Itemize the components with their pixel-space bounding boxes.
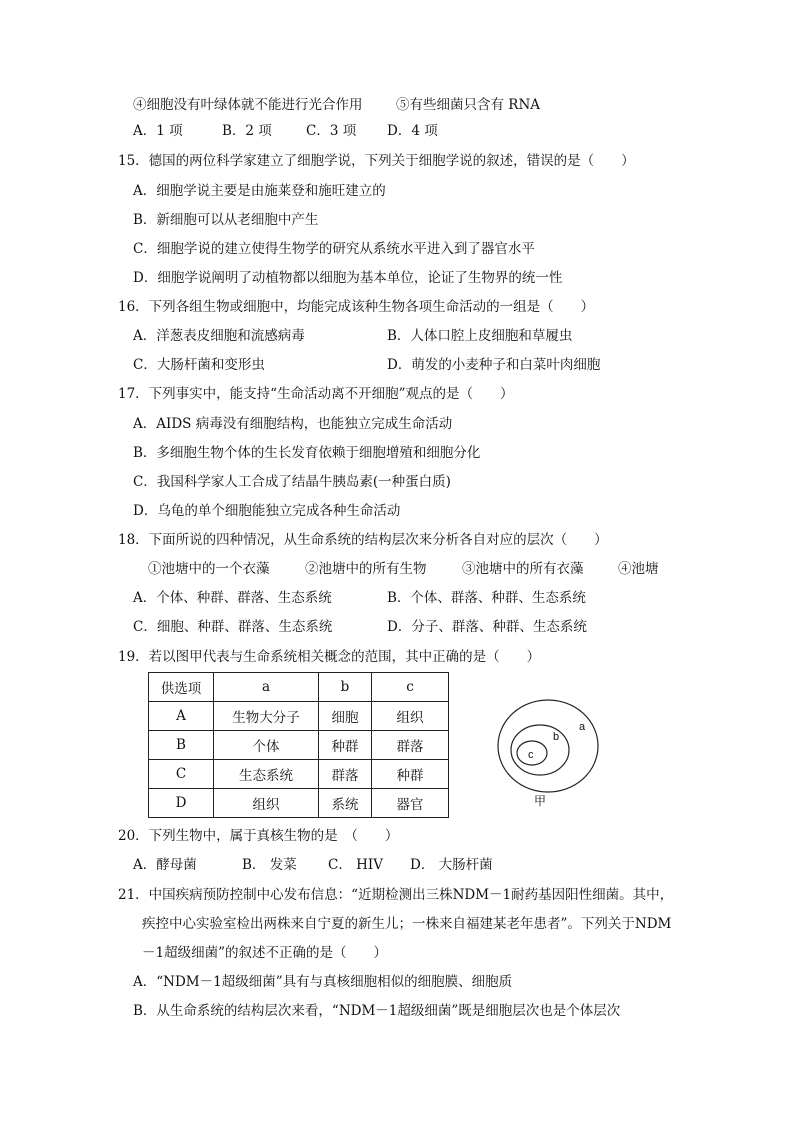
nested-circles-figure bbox=[496, 692, 616, 812]
q19-stem: 19．若以图甲代表与生命系统相关概念的范围，其中正确的是（ ） bbox=[118, 649, 541, 665]
q14-item-5: ⑤有些细菌只含有 RNA bbox=[396, 97, 541, 113]
q16-option-d: D．萌发的小麦种子和白菜叶肉细胞 bbox=[387, 357, 601, 373]
q15-option-c: C．细胞学说的建立使得生物学的研究从系统水平进入到了器官水平 bbox=[133, 241, 535, 257]
q18-item-3: ③池塘中的所有衣藻 bbox=[462, 561, 584, 577]
q16-option-a: A．洋葱表皮细胞和流感病毒 bbox=[133, 328, 305, 344]
q18-option-a: A．个体、种群、群落、生态系统 bbox=[133, 590, 332, 606]
q15-option-d: D．细胞学说阐明了动植物都以细胞为基本单位，论证了生物界的统一性 bbox=[133, 270, 563, 286]
q18-item-4: ④池塘 bbox=[618, 561, 659, 577]
circle-b bbox=[511, 725, 569, 775]
q21-option-b: B．从生命系统的结构层次来看，“NDM－1超级细菌”既是细胞层次也是个体层次 bbox=[133, 1003, 621, 1019]
q20-option-b: B． 发菜 bbox=[242, 857, 297, 873]
table-cell: 器官 bbox=[372, 789, 449, 818]
q17-option-c: C．我国科学家人工合成了结晶牛胰岛素(一种蛋白质) bbox=[133, 474, 451, 490]
q16-stem: 16．下列各组生物或细胞中，均能完成该种生物各项生命活动的一组是（ ） bbox=[118, 299, 595, 315]
table-cell: 系统 bbox=[319, 789, 372, 818]
label-c: c bbox=[528, 749, 534, 761]
q19-options-table bbox=[148, 672, 449, 818]
q17-option-d: D．乌龟的单个细胞能独立完成各种生命活动 bbox=[133, 503, 401, 519]
q18-option-b: B．个体、群落、种群、生态系统 bbox=[387, 590, 586, 606]
q17-option-b: B．多细胞生物个体的生长发育依赖于细胞增殖和细胞分化 bbox=[133, 445, 481, 461]
table-cell: 组织 bbox=[372, 702, 449, 731]
table-header-cell: c bbox=[372, 673, 449, 702]
q21-option-a: A．“NDM－1超级细菌”具有与真核细胞相似的细胞膜、细胞质 bbox=[133, 974, 513, 990]
table-cell: 群落 bbox=[319, 760, 372, 789]
table-cell: 组织 bbox=[214, 789, 319, 818]
q18-item-2: ②池塘中的所有生物 bbox=[305, 561, 427, 577]
q17-option-a: A．AIDS 病毒没有细胞结构，也能独立完成生命活动 bbox=[133, 416, 453, 432]
table-cell: 种群 bbox=[319, 731, 372, 760]
table-row bbox=[149, 789, 449, 818]
table-cell: C bbox=[149, 760, 214, 789]
q14-item-4: ④细胞没有叶绿体就不能进行光合作用 bbox=[133, 97, 363, 113]
q21-stem-line-1: 21．中国疾病预防控制中心发布信息：“近期检测出三株NDM－1耐药基因阳性细菌。其中， bbox=[118, 887, 674, 903]
q14-option-d: D．4 项 bbox=[387, 123, 438, 139]
table-header-row bbox=[149, 673, 449, 702]
table-row bbox=[149, 760, 449, 789]
q16-option-c: C．大肠杆菌和变形虫 bbox=[133, 357, 265, 373]
circle-a bbox=[498, 700, 598, 792]
table-cell: 生物大分子 bbox=[214, 702, 319, 731]
table-cell: D bbox=[149, 789, 214, 818]
q15-stem: 15．德国的两位科学家建立了细胞学说，下列关于细胞学说的叙述，错误的是（ ） bbox=[118, 153, 635, 169]
q14-option-b: B．2 项 bbox=[222, 123, 272, 139]
q18-stem: 18．下面所说的四种情况，从生命系统的结构层次来分析各自对应的层次（ ） bbox=[118, 532, 608, 548]
q21-stem-line-2: 疾控中心实验室检出两株来自宁夏的新生儿；一株来自福建某老年患者”。下列关于NDM bbox=[142, 916, 672, 932]
table-cell: 种群 bbox=[372, 760, 449, 789]
q20-option-d: D． 大肠杆菌 bbox=[410, 857, 493, 873]
q21-stem-line-3: －1超级细菌”的叙述不正确的是（ ） bbox=[142, 945, 387, 961]
table-cell: B bbox=[149, 731, 214, 760]
table-row bbox=[149, 731, 449, 760]
q16-option-b: B．人体口腔上皮细胞和草履虫 bbox=[387, 328, 573, 344]
q14-option-c: C．3 项 bbox=[306, 123, 357, 139]
q14-option-a: A．1 项 bbox=[133, 123, 183, 139]
label-b: b bbox=[553, 731, 560, 743]
figure-caption: 甲 bbox=[534, 794, 547, 808]
table-header-cell: 供选项 bbox=[149, 673, 214, 702]
table-cell: 群落 bbox=[372, 731, 449, 760]
table-header-cell: b bbox=[319, 673, 372, 702]
q18-option-c: C．细胞、种群、群落、生态系统 bbox=[133, 619, 333, 635]
q20-stem: 20．下列生物中，属于真核生物的是 （ ） bbox=[118, 828, 399, 844]
table-cell: A bbox=[149, 702, 214, 731]
label-a: a bbox=[579, 721, 586, 733]
q18-item-1: ①池塘中的一个衣藻 bbox=[148, 561, 270, 577]
q15-option-a: A．细胞学说主要是由施莱登和施旺建立的 bbox=[133, 183, 386, 199]
q20-option-a: A．酵母菌 bbox=[133, 857, 197, 873]
q17-stem: 17．下列事实中，能支持“生命活动离不开细胞”观点的是（ ） bbox=[118, 386, 514, 402]
q15-option-b: B．新细胞可以从老细胞中产生 bbox=[133, 212, 319, 228]
table-cell: 生态系统 bbox=[214, 760, 319, 789]
table-cell: 细胞 bbox=[319, 702, 372, 731]
table-cell: 个体 bbox=[214, 731, 319, 760]
table-header-cell: a bbox=[214, 673, 319, 702]
q18-option-d: D．分子、群落、种群、生态系统 bbox=[387, 619, 587, 635]
q20-option-c: C． HIV bbox=[328, 857, 383, 873]
table-row bbox=[149, 702, 449, 731]
